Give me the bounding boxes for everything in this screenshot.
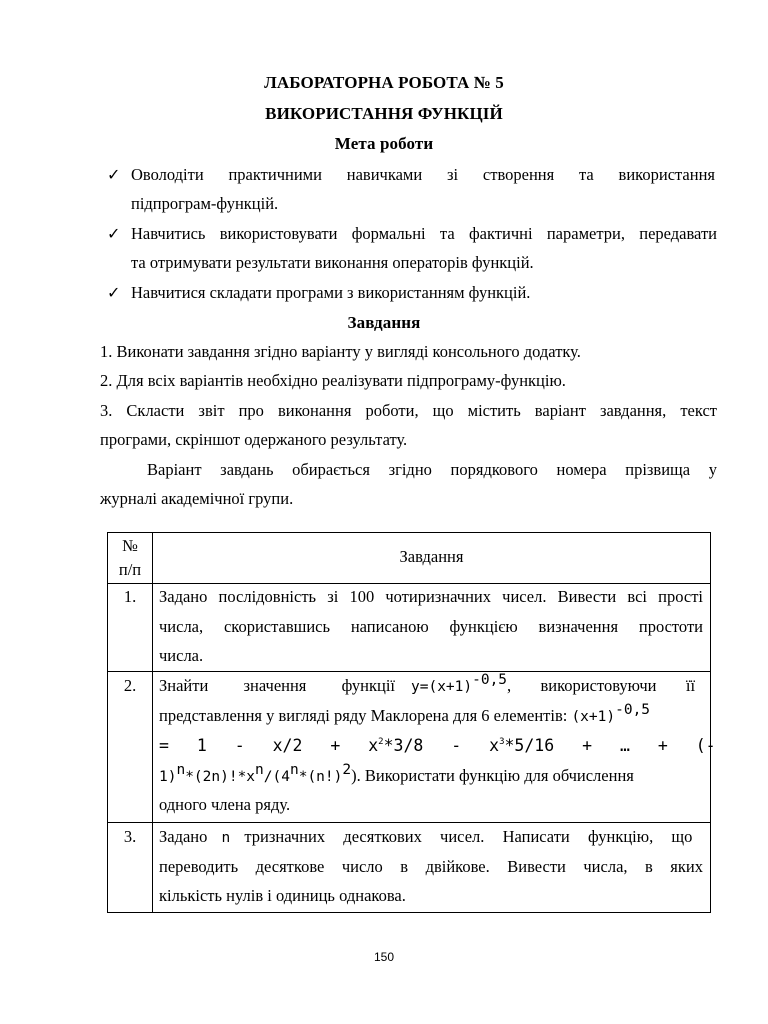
checkmark-icon: ✓ xyxy=(107,165,121,184)
row-1-line-2: числа, скориставшись написаною функцією визначення простоти xyxy=(159,617,703,636)
lab-title: ЛАБОРАТОРНА РОБОТА № 5 xyxy=(264,73,504,92)
series-term: /(4 xyxy=(263,769,290,785)
variant-line-2: журналі академічної групи. xyxy=(100,489,294,508)
row-number: 3. xyxy=(123,827,137,846)
variable-n: n xyxy=(221,830,231,846)
row-2-text: , використовуючи її xyxy=(507,676,696,695)
goal-1-line-1: Оволодіти практичними навичками зі створення та використання xyxy=(131,165,715,184)
series-term: 1) xyxy=(159,769,177,785)
row-number: 1. xyxy=(123,587,137,606)
row-3-text: тризначних десяткових чисел. Написати функцію, що xyxy=(244,827,693,846)
row-3-text: Задано xyxy=(159,827,208,846)
row-2-line-3 xyxy=(159,736,716,755)
table-row-divider xyxy=(108,822,710,823)
series-term: x xyxy=(368,736,379,755)
task-1: 1. Виконати завдання згідно варіанту у вигляді консольного додатку. xyxy=(100,342,581,361)
row-2-line-5: одного члена ряду. xyxy=(159,795,291,814)
row-2-line-4 xyxy=(159,761,703,786)
formula-exponent: -0,5 xyxy=(472,671,508,688)
goal-heading: Мета роботи xyxy=(334,134,434,153)
row-1-line-3: числа. xyxy=(159,646,204,665)
header-task: Завдання xyxy=(399,547,464,566)
row-3-line-1 xyxy=(159,827,703,847)
row-2-line-1 xyxy=(159,671,703,696)
series-exponent: 3 xyxy=(499,736,505,747)
row-2-text: Знайти значення функції xyxy=(159,676,395,695)
checkmark-icon: ✓ xyxy=(107,283,121,302)
series-exponent: n xyxy=(176,761,186,778)
goal-2-line-2: та отримувати результати виконання операторів функцій. xyxy=(131,253,534,272)
formula-y: y=(x+1) xyxy=(411,679,473,695)
series-term: *3/8 - xyxy=(383,736,462,755)
series-term: x xyxy=(489,736,500,755)
series-term: *(2n)!*x xyxy=(185,769,256,785)
goal-2-line-1: Навчитись використовувати формальні та фактичні параметри, передавати xyxy=(131,224,717,243)
page-number: 150 xyxy=(373,950,395,964)
series-exponent: n xyxy=(255,761,264,778)
row-2-line-2 xyxy=(159,701,703,726)
lab-subtitle: ВИКОРИСТАННЯ ФУНКЦІЙ xyxy=(265,104,503,123)
header-num-label: п/п xyxy=(118,560,142,579)
series-exponent: n xyxy=(289,761,299,778)
tasks-heading: Завдання xyxy=(347,313,421,332)
task-3-line-2: програми, скріншот одержаного результату. xyxy=(100,430,408,449)
series-term: *(n!) xyxy=(298,769,343,785)
task-table xyxy=(107,532,716,913)
header-num-symbol: № xyxy=(122,536,138,555)
goal-1-line-2: підпрограм-функцій. xyxy=(131,194,279,213)
variant-line-1: Варіант завдань обирається згідно порядкового номера прізвища у xyxy=(147,460,717,479)
row-3-line-3: кількість нулів і одиниць однакова. xyxy=(159,886,406,905)
formula-exponent: -0,5 xyxy=(615,701,651,718)
row-3-line-2: переводить десяткове число в двійкове. Вивести числа, в яких xyxy=(159,857,703,876)
task-2: 2. Для всіх варіантів необхідно реалізувати підпрограму-функцію. xyxy=(100,371,566,390)
table-row-divider xyxy=(108,671,710,672)
row-1-line-1: Задано послідовність зі 100 чотиризначних чисел. Вивести всі прості xyxy=(159,587,703,606)
series-exponent: 2 xyxy=(342,761,352,778)
formula-x: (x+1) xyxy=(571,709,616,725)
row-number: 2. xyxy=(123,676,137,695)
row-2-text: представлення у вигляді ряду Маклорена для 6 елементів: xyxy=(159,706,568,725)
table-column-divider xyxy=(152,533,153,912)
series-exponent: 2 xyxy=(378,736,384,747)
goal-3-line-1: Навчитися складати програми з використанням функцій. xyxy=(131,283,531,302)
row-2-text: ). Використати функцію для обчислення xyxy=(351,766,634,785)
table-row-divider xyxy=(108,583,710,584)
series-term: = 1 - x/2 + xyxy=(159,736,341,755)
task-3-line-1: 3. Скласти звіт про виконання роботи, що містить варіант завдання, текст xyxy=(100,401,717,420)
checkmark-icon: ✓ xyxy=(107,224,121,243)
series-term: *5/16 + … + (- xyxy=(504,736,716,755)
